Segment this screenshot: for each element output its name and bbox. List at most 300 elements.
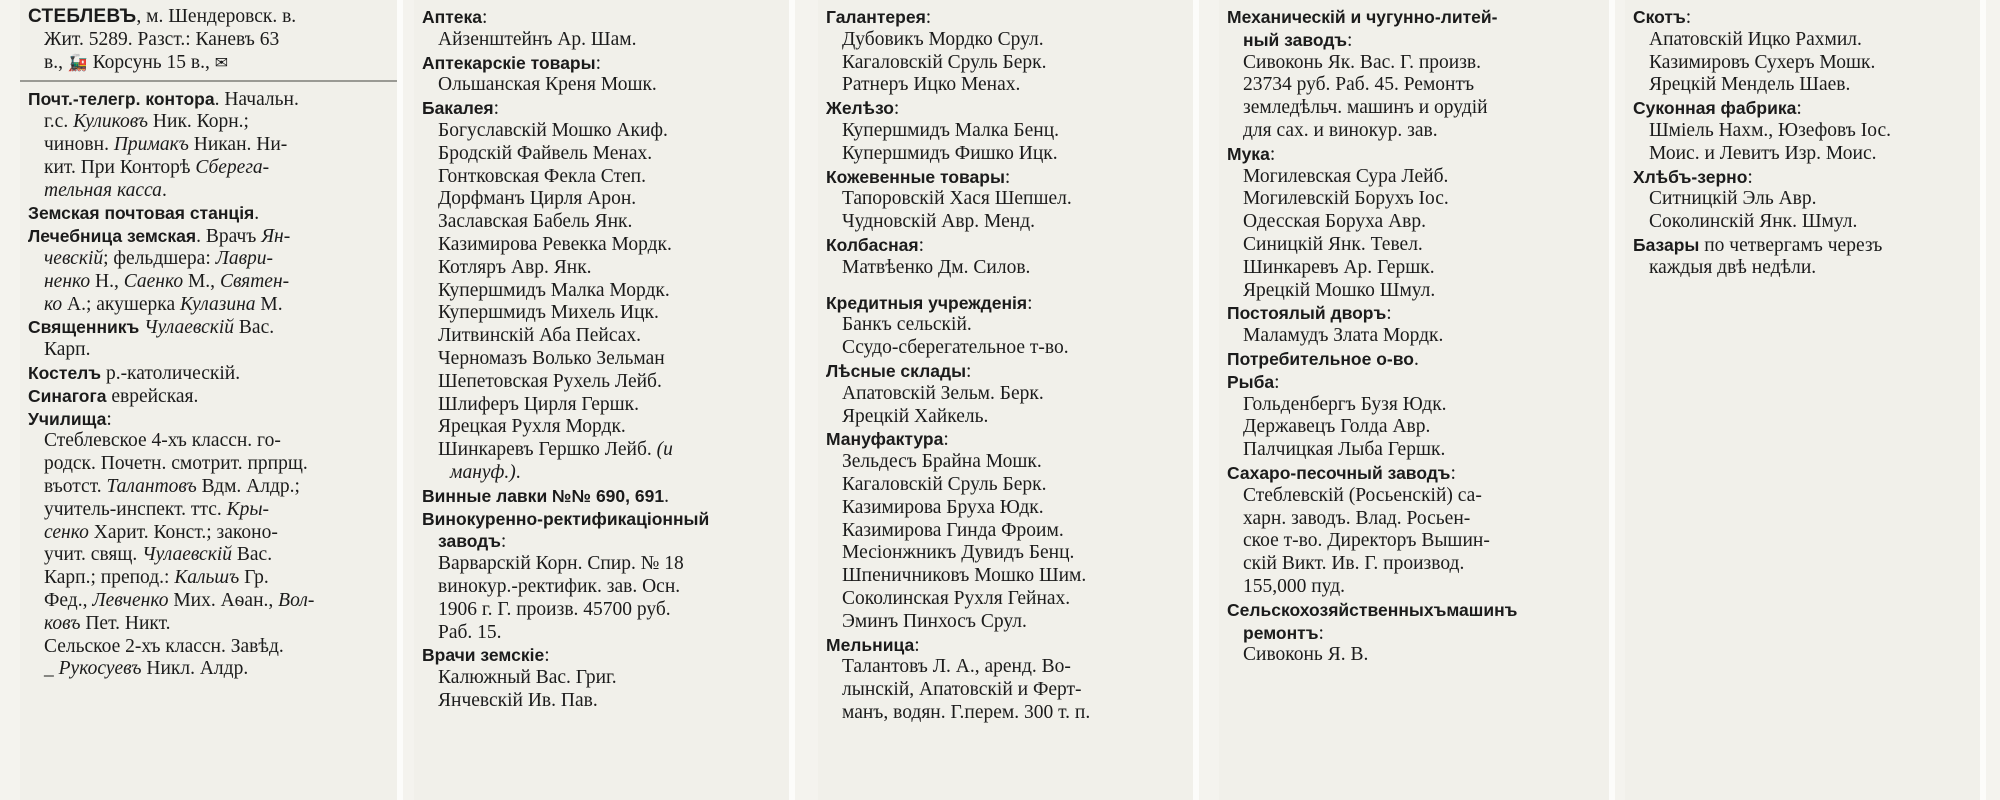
entry-line — [1633, 211, 1974, 234]
entry-line — [1227, 644, 1603, 667]
post-icon: ✉ — [214, 52, 229, 72]
entry-text: Купершмидъ Малка Бенц. — [842, 119, 1060, 141]
entry-text: Могилевская Сура Лейб. — [1243, 165, 1449, 187]
entry-text: Моис. и Левитъ Изр. Моис. — [1649, 142, 1877, 164]
entry-line — [28, 636, 391, 659]
entry-text: Соколинскій Янк. Шмул. — [1649, 211, 1858, 233]
entry-text: Стеблевское 4-хъ классн. го- — [44, 430, 281, 452]
entry-line — [28, 567, 391, 590]
section-heading: Кожевенные товары — [826, 166, 1005, 187]
entry-line — [28, 544, 391, 567]
entry-text: Рукосуевъ — [58, 658, 142, 680]
entry-text: . — [1413, 348, 1419, 370]
entry-text: Гольденбергъ Бузя Юдк. — [1243, 393, 1447, 415]
entry-line — [1633, 97, 1974, 120]
section-heading: Кредитныя учрежденія — [826, 292, 1028, 313]
section-heading: Синагога — [28, 385, 107, 406]
section-heading: Сахаро-песочный заводъ — [1227, 462, 1451, 483]
entry-line — [28, 613, 391, 636]
entry-text: 155,000 пуд. — [1243, 575, 1346, 597]
entry-line — [28, 453, 391, 476]
entry-text: Саенко — [123, 270, 184, 292]
entry-text: земледѣльч. машинъ и орудій — [1243, 97, 1488, 119]
entry-text: Гр. — [239, 567, 269, 589]
column-3-entries-top — [826, 6, 1187, 280]
header-separator — [20, 80, 397, 82]
entry-text: Державецъ Голда Авр. — [1243, 416, 1431, 438]
entry-text: Казимирова Бруха Юдк. — [842, 496, 1044, 518]
entry-line — [28, 88, 391, 111]
section-heading: Рыба — [1227, 371, 1275, 392]
entry-text: Варварскій Корн. Спир. № 18 — [438, 553, 684, 575]
entry-text: Синицкій Янк. Тевел. — [1243, 233, 1423, 255]
entry-text: учитель-инспект. ттс. — [44, 498, 227, 520]
entry-line — [1227, 348, 1603, 371]
entry-text: ненко — [44, 270, 91, 292]
entry-line — [422, 280, 783, 303]
entry-line — [422, 302, 783, 325]
entry-text: Шпеничниковъ Мошко Шим. — [842, 565, 1087, 587]
entry-text: винокур.-ректифик. зав. Осн. — [438, 575, 681, 597]
entry-line — [422, 143, 783, 166]
entry-line — [28, 6, 391, 29]
entry-line — [28, 225, 391, 248]
entry-text: Карп. — [44, 339, 91, 361]
entry-text: Сивоконь Як. Вас. Г. произв. — [1243, 51, 1481, 73]
entry-text: Никл. Алдр. — [141, 658, 249, 680]
column-2 — [414, 0, 789, 800]
column-3-entries-bottom — [826, 292, 1187, 725]
entry-line — [28, 408, 391, 431]
entry-line — [28, 248, 391, 271]
entry-text: тельная касса — [44, 179, 162, 201]
entry-line — [422, 576, 783, 599]
entry-text: сенко — [44, 521, 89, 543]
entry-line — [422, 234, 783, 257]
entry-line — [1633, 120, 1974, 143]
entry-text: Стеблевскій (Росьенскій) са- — [1243, 484, 1482, 506]
entry-text: : — [106, 408, 112, 430]
section-heading: Бакалея — [422, 98, 494, 119]
entry-line — [422, 667, 783, 690]
column-5-entries — [1633, 6, 1974, 280]
entry-text: по четвергамъ черезъ — [1699, 234, 1883, 256]
entry-text: Айзенштейнъ Ар. Шам. — [438, 28, 637, 50]
entry-line — [1227, 29, 1603, 52]
entry-text: : — [544, 645, 550, 667]
entry-line — [28, 134, 391, 157]
entry-text: Дорфманъ Цирля Арон. — [438, 188, 637, 210]
entry-text: Казимирова Гинда Фроим. — [842, 519, 1064, 541]
entry-text: Апатовскій Ицко Рахмил. — [1649, 28, 1862, 50]
entry-text: родск. Почетн. смотрит. прпрщ. — [44, 453, 308, 475]
entry-line — [1227, 462, 1603, 485]
entry-text: Чулаевскій — [142, 544, 233, 566]
section-heading: Аптекарскіе товары — [422, 52, 596, 73]
section-heading: Мука — [1227, 143, 1270, 164]
entry-text: Сельское 2-хъ классн. Завѣд. — [44, 635, 284, 657]
entry-line — [422, 622, 783, 645]
entry-text: Шлиферъ Цирля Гершк. — [438, 393, 639, 415]
entry-text: А.; акушерка — [62, 293, 180, 315]
entry-text: : — [482, 7, 488, 28]
entry-text: Сберега- — [195, 156, 270, 178]
entry-line — [422, 690, 783, 713]
entry-line — [422, 97, 783, 120]
entry-text: (и — [656, 439, 673, 461]
entry-text: в., — [44, 51, 68, 73]
entry-text: Чудновскій Авр. Менд. — [842, 211, 1036, 233]
entry-line — [1227, 530, 1603, 553]
entry-text: Черномазъ Волько Зельман — [438, 347, 665, 369]
entry-line — [1227, 439, 1603, 462]
entry-line — [1227, 120, 1603, 143]
entry-text: Богуславскій Мошко Акиф. — [438, 119, 668, 141]
entry-text: Казимирова Ревекка Мордк. — [438, 233, 672, 255]
entry-text: Ярецкій Мендель Шаев. — [1649, 74, 1851, 96]
entry-text: Дубовикъ Мордко Срул. — [842, 28, 1044, 50]
section-heading: ный заводъ — [1243, 29, 1347, 50]
section-heading: Суконная фабрика — [1633, 98, 1797, 119]
entry-line — [422, 508, 783, 531]
entry-text: р.-католическій. — [101, 362, 241, 384]
entry-line — [1633, 166, 1974, 189]
entry-text: ковъ — [44, 612, 81, 634]
entry-line — [422, 348, 783, 371]
entry-text: Ярецкая Рухля Мордк. — [438, 416, 626, 438]
entry-text: ко — [44, 293, 63, 315]
entry-line — [422, 553, 783, 576]
entry-text: ; фельдшера: — [103, 247, 216, 269]
entry-line — [826, 497, 1187, 520]
entry-line — [1227, 394, 1603, 417]
entry-line — [1227, 599, 1603, 622]
entry-text: : — [595, 52, 601, 74]
entry-text: Шинкаревъ Ар. Гершк. — [1243, 256, 1435, 278]
entry-line — [1633, 29, 1974, 52]
entry-line — [1227, 553, 1603, 576]
section-heading: Механическій и чугунно-литей- — [1227, 7, 1498, 27]
town-header — [28, 6, 391, 74]
entry-line — [826, 611, 1187, 634]
entry-line — [826, 656, 1187, 679]
section-heading: ремонтъ — [1243, 622, 1319, 643]
entry-text: : — [500, 531, 507, 553]
entry-line — [28, 339, 391, 362]
entry-text: : — [893, 98, 900, 120]
entry-text: Святен- — [219, 270, 290, 292]
entry-text: Вас. — [234, 317, 275, 339]
entry-line — [422, 6, 783, 29]
entry-line — [28, 294, 391, 317]
entry-text: Гонтковская Фекла Степ. — [438, 165, 646, 187]
entry-line — [826, 257, 1187, 280]
entry-text: : — [1450, 462, 1456, 484]
entry-text: Вол- — [278, 589, 315, 611]
entry-text: : — [1269, 143, 1276, 165]
entry-text: Харит. Конст.; законо- — [88, 521, 278, 543]
entry-text: Тапоровскій Хася Шепшел. — [842, 188, 1072, 210]
entry-line — [826, 588, 1187, 611]
entry-line — [826, 74, 1187, 97]
section-heading: Мануфактура — [826, 429, 944, 450]
entry-line — [1227, 280, 1603, 303]
entry-text: Вдм. Алдр.; — [196, 475, 300, 497]
entry-line — [826, 188, 1187, 211]
entry-line — [1227, 416, 1603, 439]
section-gap — [826, 280, 1187, 292]
entry-line — [422, 52, 783, 75]
entry-text: Примакъ — [113, 133, 189, 155]
entry-text: М. — [255, 293, 283, 315]
entry-text: каждыя двѣ недѣли. — [1649, 256, 1817, 278]
entry-text: 23734 руб. Раб. 45. Ремонтъ — [1243, 74, 1475, 96]
entry-line — [422, 166, 783, 189]
entry-line — [28, 430, 391, 453]
entry-text: Кры- — [226, 498, 270, 520]
column-1-entries — [28, 88, 391, 681]
entry-line — [422, 394, 783, 417]
entry-line — [28, 499, 391, 522]
entry-line — [1227, 74, 1603, 97]
entry-line — [826, 292, 1187, 315]
entry-text: Чулаевскій — [144, 317, 235, 339]
entry-line — [28, 362, 391, 385]
entry-line — [1227, 234, 1603, 257]
entry-line — [826, 383, 1187, 406]
entry-line — [1227, 257, 1603, 280]
entry-text: _ — [44, 658, 59, 680]
section-heading: Хлѣбъ-зерно — [1633, 166, 1748, 187]
entry-line — [422, 371, 783, 394]
entry-line — [826, 29, 1187, 52]
entry-line — [1227, 325, 1603, 348]
entry-line — [28, 476, 391, 499]
entry-text: М., — [183, 270, 220, 292]
entry-text: въотст. — [44, 475, 107, 497]
entry-text: . — [515, 461, 521, 483]
entry-text: Заславская Бабель Янк. — [438, 211, 633, 233]
entry-line — [826, 314, 1187, 337]
entry-text: чевскій — [44, 247, 104, 269]
entry-line — [1227, 97, 1603, 120]
entry-line — [826, 542, 1187, 565]
entry-text: мануф.) — [450, 461, 516, 483]
section-heading: Лечебница земская — [28, 226, 197, 247]
entry-text: кит. При Конторѣ — [44, 156, 196, 178]
entry-line — [826, 520, 1187, 543]
entry-line — [826, 406, 1187, 429]
entry-line — [28, 590, 391, 613]
entry-text: г.с. — [44, 111, 74, 133]
section-heading: Священникъ — [28, 317, 140, 338]
entry-text: Матвѣенко Дм. Силов. — [842, 256, 1031, 278]
entry-line — [1227, 211, 1603, 234]
section-heading: Колбасная — [826, 234, 919, 255]
entry-line — [826, 120, 1187, 143]
entry-line — [826, 97, 1187, 120]
column-3 — [818, 0, 1193, 800]
entry-text: : — [1747, 166, 1753, 188]
train-icon: 🚂 — [67, 52, 88, 72]
entry-line — [1633, 143, 1974, 166]
entry-line — [422, 462, 783, 485]
entry-text: : — [1004, 166, 1011, 188]
section-heading: Лѣсные склады — [826, 360, 967, 381]
entry-text: : — [1318, 622, 1324, 644]
entry-line — [28, 271, 391, 294]
section-heading: Училища — [28, 408, 107, 429]
entry-text: Ольшанская Креня Мошк. — [438, 74, 657, 96]
entry-text: ское т-во. Директоръ Вышин- — [1243, 530, 1490, 552]
entry-text: Лаври- — [215, 247, 274, 269]
entry-text: для сах. и винокур. зав. — [1243, 119, 1438, 141]
column-5 — [1625, 0, 1980, 800]
entry-text: Кулазина — [180, 293, 256, 315]
entry-text: Котляръ Авр. Янк. — [438, 256, 592, 278]
entry-text: Корсунь 15 в., — [87, 51, 215, 73]
entry-text: Литвинскій Аба Пейсах. — [438, 325, 642, 347]
entry-text: Раб. 15. — [438, 621, 502, 643]
entry-line — [826, 565, 1187, 588]
entry-line — [1227, 6, 1603, 29]
entry-line — [1227, 166, 1603, 189]
entry-line — [422, 188, 783, 211]
entry-text: Месіонжникъ Дувидъ Бенц. — [842, 542, 1075, 564]
entry-line — [422, 120, 783, 143]
entry-text: . Начальн. — [214, 89, 299, 111]
entry-line — [1227, 622, 1603, 645]
entry-text: Ян- — [261, 226, 291, 248]
entry-line — [1227, 302, 1603, 325]
entry-line — [826, 234, 1187, 257]
entry-line — [422, 416, 783, 439]
section-heading: Винные лавки №№ 690, 691 — [422, 485, 665, 506]
entry-text: Бродскій Файвель Менах. — [438, 142, 653, 164]
entry-text: Апатовскій Зельм. Берк. — [842, 382, 1044, 404]
entry-line — [422, 530, 783, 553]
entry-line — [826, 634, 1187, 657]
entry-text: Маламудъ Злата Мордк. — [1243, 325, 1444, 347]
entry-text: Фед., — [44, 589, 93, 611]
section-heading: СТЕБЛЕВЪ — [28, 6, 137, 27]
entry-text: Вас. — [232, 544, 273, 566]
entry-text: Ссудо-сберегательное т-во. — [842, 337, 1069, 359]
entry-text: Могилевскій Борухъ Іос. — [1243, 188, 1449, 210]
entry-line — [826, 211, 1187, 234]
entry-text: Куликовъ — [73, 111, 149, 133]
entry-text: Шміель Нахм., Юзефовъ Іос. — [1649, 119, 1891, 141]
entry-line — [1227, 143, 1603, 166]
section-heading: Постоялый дворъ — [1227, 303, 1387, 324]
entry-text: лынскій, Апатовскій и Ферт- — [842, 679, 1082, 701]
entry-text: Жит. 5289. Разст.: Каневъ 63 — [44, 28, 280, 50]
entry-text: : — [493, 98, 500, 120]
entry-text: Н., — [90, 270, 124, 292]
entry-line — [826, 52, 1187, 75]
entry-line — [1633, 6, 1974, 29]
entry-text: Кагаловскій Сруль Берк. — [842, 51, 1047, 73]
entry-line — [826, 474, 1187, 497]
entry-text: Ратнеръ Ицко Менах. — [842, 74, 1021, 96]
entry-line — [826, 702, 1187, 725]
entry-line — [28, 180, 391, 203]
entry-line — [28, 316, 391, 339]
entry-text: Купершмидъ Малка Мордк. — [438, 279, 670, 301]
entry-line — [826, 451, 1187, 474]
entry-text: Мих. Аѳан., — [168, 589, 279, 611]
entry-text: , м. Шендеровск. в. — [136, 6, 297, 27]
column-2-entries — [422, 6, 783, 713]
entry-line — [28, 385, 391, 408]
entry-line — [28, 202, 391, 225]
column-4 — [1219, 0, 1609, 800]
section-heading: Врачи земскіе — [422, 645, 545, 666]
entry-line — [28, 29, 391, 52]
entry-text: Банкъ сельскій. — [842, 314, 972, 336]
entry-text: чиновн. — [44, 133, 114, 155]
column-4-entries — [1227, 6, 1603, 667]
entry-line — [826, 143, 1187, 166]
entry-text: : — [1027, 292, 1033, 314]
entry-text: Калюжный Вас. Григ. — [438, 667, 617, 689]
section-heading: Земская почтовая станція — [28, 203, 255, 224]
entry-text: еврейская. — [106, 385, 199, 407]
entry-line — [1227, 485, 1603, 508]
entry-text: . — [254, 203, 260, 225]
section-heading: Винокуренно-ректификаціонный — [422, 508, 710, 529]
entry-text: скій Викт. Ив. Г. производ. — [1243, 553, 1465, 575]
entry-text: : — [1274, 371, 1280, 393]
entry-text: Купершмидъ Фишко Ицк. — [842, 142, 1058, 164]
entry-text: учит. свящ. — [44, 544, 143, 566]
entry-text: : — [966, 360, 972, 382]
entry-line — [28, 522, 391, 545]
entry-text: Палчицкая Лыба Гершк. — [1243, 439, 1446, 461]
entry-text: манъ, водян. Г.перем. 300 т. п. — [842, 701, 1091, 723]
entry-text: : — [914, 634, 920, 656]
section-heading: Желѣзо — [826, 98, 894, 119]
entry-line — [422, 599, 783, 622]
entry-line — [826, 428, 1187, 451]
entry-line — [1227, 188, 1603, 211]
entry-text: . — [161, 179, 167, 201]
entry-text: : — [1346, 29, 1353, 51]
entry-line — [1633, 257, 1974, 280]
entry-text: : — [925, 7, 932, 28]
section-heading: Галантерея — [826, 7, 926, 27]
entry-line — [422, 257, 783, 280]
entry-line — [826, 360, 1187, 383]
entry-line — [1227, 508, 1603, 531]
entry-text: : — [1386, 303, 1392, 325]
entry-line — [422, 644, 783, 667]
entry-text: . — [664, 485, 669, 507]
entry-text: 1906 г. Г. произв. 45700 руб. — [438, 598, 671, 620]
entry-line — [1633, 74, 1974, 97]
section-heading: Сельскохозяйственныхъмашинъ — [1227, 599, 1518, 620]
entry-text: Ник. Корн.; — [148, 111, 249, 133]
entry-text: Янчевскій Ив. Пав. — [438, 689, 598, 711]
entry-line — [826, 337, 1187, 360]
entry-text: Карп.; препод.: — [44, 567, 175, 589]
entry-line — [28, 111, 391, 134]
entry-text: Купершмидъ Михель Ицк. — [438, 302, 659, 324]
entry-line — [422, 485, 783, 508]
entry-text: Соколинская Рухля Гейнах. — [842, 587, 1071, 609]
section-heading: заводъ — [438, 531, 501, 552]
entry-text: : — [918, 234, 925, 256]
